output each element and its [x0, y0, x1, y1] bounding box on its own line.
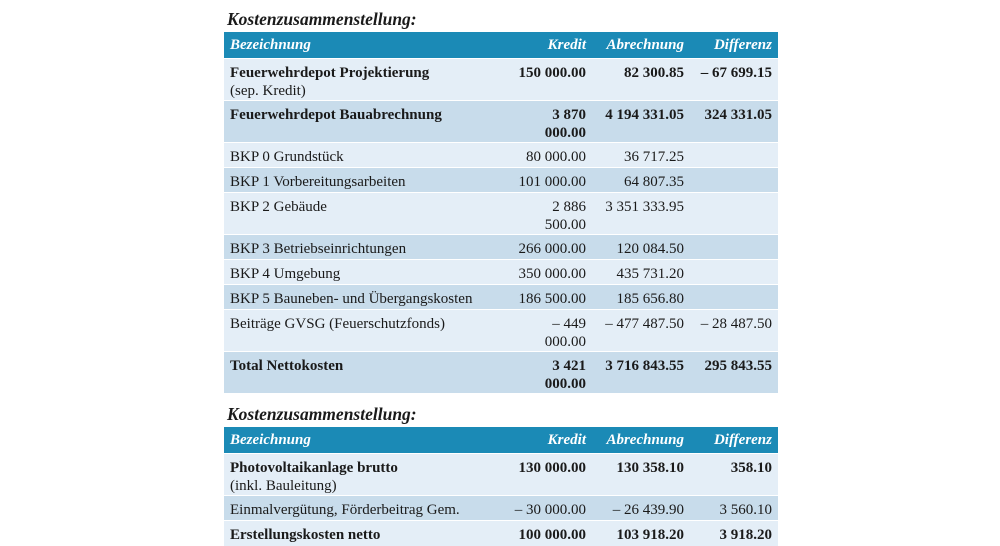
- column-header-abrechnung: Abrechnung: [592, 33, 690, 59]
- column-header-kredit: Kredit: [507, 33, 592, 59]
- table2-title: Kostenzusammenstellung:: [227, 404, 417, 424]
- row-label: BKP 1 Vorbereitungsarbeiten: [224, 168, 507, 193]
- cell-kredit: 80 000.00: [507, 143, 592, 168]
- table-row: [224, 285, 778, 310]
- cell-differenz: 3 918.20: [690, 521, 778, 546]
- cell-kredit: 186 500.00: [507, 285, 592, 310]
- row-label: Total Nettokosten: [224, 352, 507, 394]
- cell-kredit: 350 000.00: [507, 260, 592, 285]
- cell-kredit: 150 000.00: [507, 59, 592, 101]
- row-label: BKP 2 Gebäude: [224, 193, 507, 235]
- cell-abrechnung: 64 807.35: [592, 168, 690, 193]
- cell-differenz: [690, 143, 778, 168]
- cell-kredit: – 30 000.00: [507, 496, 592, 521]
- cell-differenz: [690, 235, 778, 260]
- table-row: [224, 59, 778, 101]
- table-row: [224, 496, 778, 521]
- cell-differenz: – 28 487.50: [690, 310, 778, 352]
- cost-table-2: [224, 427, 778, 546]
- cell-differenz: 324 331.05: [690, 101, 778, 143]
- table-row: [224, 101, 778, 143]
- row-label: Erstellungskosten netto: [224, 521, 507, 546]
- table-row: [224, 143, 778, 168]
- cell-kredit: 101 000.00: [507, 168, 592, 193]
- cell-kredit: – 449 000.00: [507, 310, 592, 352]
- row-label: BKP 0 Grundstück: [224, 143, 507, 168]
- cost-table-1: [224, 32, 778, 393]
- table-row: [224, 310, 778, 352]
- cell-kredit: 130 000.00: [507, 454, 592, 496]
- table1-title: Kostenzusammenstellung:: [227, 9, 417, 29]
- row-label: [224, 454, 507, 496]
- cell-abrechnung: 36 717.25: [592, 143, 690, 168]
- cell-abrechnung: 3 351 333.95: [592, 193, 690, 235]
- table1-header-row: [224, 33, 778, 59]
- column-header-bezeichnung: Bezeichnung: [224, 428, 507, 454]
- table-row: [224, 193, 778, 235]
- table-row: [224, 260, 778, 285]
- table-row: [224, 454, 778, 496]
- cell-differenz: [690, 193, 778, 235]
- column-header-bezeichnung: Bezeichnung: [224, 33, 507, 59]
- cell-abrechnung: 103 918.20: [592, 521, 690, 546]
- row-label: Einmalvergütung, Förderbeitrag Gem.: [224, 496, 507, 521]
- cell-abrechnung: 82 300.85: [592, 59, 690, 101]
- row-label-sub: (inkl. Bauleitung): [230, 478, 337, 494]
- cell-kredit: 266 000.00: [507, 235, 592, 260]
- row-label: BKP 4 Umgebung: [224, 260, 507, 285]
- column-header-differenz: Differenz: [690, 33, 778, 59]
- cell-abrechnung: 120 084.50: [592, 235, 690, 260]
- row-label-text: Feuerwehrdepot Projektierung: [230, 65, 430, 81]
- row-label-text: Photovoltaikanlage brutto: [230, 460, 398, 476]
- cell-abrechnung: 3 716 843.55: [592, 352, 690, 394]
- column-header-abrechnung: Abrechnung: [592, 428, 690, 454]
- cell-abrechnung: 4 194 331.05: [592, 101, 690, 143]
- cell-kredit: 2 886 500.00: [507, 193, 592, 235]
- column-header-kredit: Kredit: [507, 428, 592, 454]
- cell-differenz: 295 843.55: [690, 352, 778, 394]
- row-label: BKP 3 Betriebseinrichtungen: [224, 235, 507, 260]
- row-label: Feuerwehrdepot Bauabrechnung: [224, 101, 507, 143]
- cell-differenz: 3 560.10: [690, 496, 778, 521]
- cell-abrechnung: – 477 487.50: [592, 310, 690, 352]
- table-row: [224, 168, 778, 193]
- cell-abrechnung: 130 358.10: [592, 454, 690, 496]
- row-label: [224, 59, 507, 101]
- column-header-differenz: Differenz: [690, 428, 778, 454]
- table-row: [224, 235, 778, 260]
- cell-kredit: 3 421 000.00: [507, 352, 592, 394]
- table-row-total: [224, 521, 778, 546]
- cell-abrechnung: 185 656.80: [592, 285, 690, 310]
- cell-differenz: 358.10: [690, 454, 778, 496]
- table2-header-row: [224, 428, 778, 454]
- cell-differenz: – 67 699.15: [690, 59, 778, 101]
- cell-kredit: 3 870 000.00: [507, 101, 592, 143]
- table-row-total: [224, 352, 778, 394]
- row-label-sub: (sep. Kredit): [230, 83, 306, 99]
- row-label: Beiträge GVSG (Feuerschutzfonds): [224, 310, 507, 352]
- cell-abrechnung: 435 731.20: [592, 260, 690, 285]
- row-label: BKP 5 Bauneben- und Übergangskosten: [224, 285, 507, 310]
- cell-abrechnung: – 26 439.90: [592, 496, 690, 521]
- cell-kredit: 100 000.00: [507, 521, 592, 546]
- cell-differenz: [690, 168, 778, 193]
- cell-differenz: [690, 260, 778, 285]
- page-content: [224, 6, 778, 546]
- cell-differenz: [690, 285, 778, 310]
